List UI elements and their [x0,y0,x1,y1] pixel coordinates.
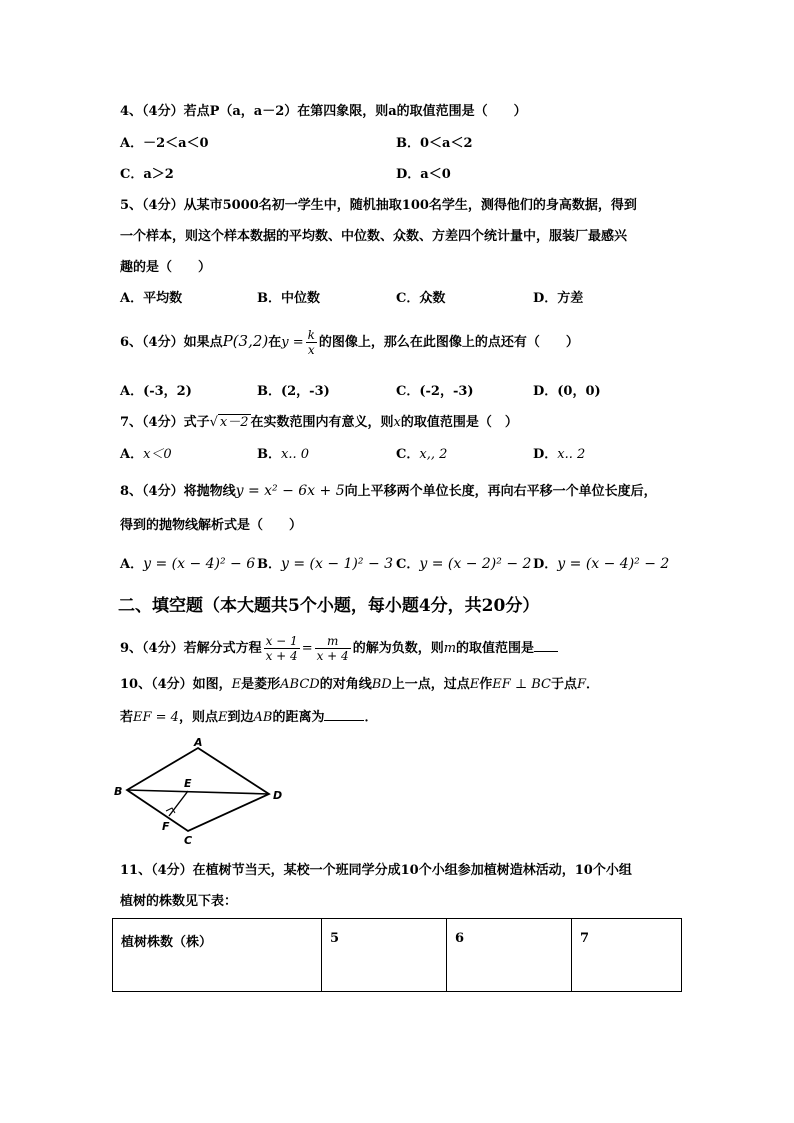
segment-ef [169,791,188,816]
q10-text-5: 于点 [551,677,578,692]
table-cell: 7 [572,919,682,992]
q6-prefix: 6、（4分）如果点 [120,335,223,350]
q10-text-6: ． [586,677,600,692]
q11-line-1: 11、（4分）在植树节当天，某校一个班同学分成10个小组参加植树造林活动，10个小组 [120,863,632,878]
label-d: D [273,789,283,802]
q7-mid: 在实数范围内有意义，则 [250,415,394,430]
q8-option-c-label: C． [396,557,420,572]
q9-var: m [443,641,457,656]
q10-perpendicular: EF ⊥ BC [492,677,551,692]
q8-option-a [120,554,255,575]
q9-numerator-right: m [315,634,351,649]
q10-rhombus-name: ABCD [280,677,320,692]
q8-option-a-label: A． [120,557,144,572]
q9-suffix: 的取值范围是 [456,641,535,656]
q10-point-e: E [231,677,242,692]
q6-point: P(3,2) [222,332,269,350]
q8-stem [120,481,657,502]
q11-line-2: 植树的株数见下表： [120,894,238,909]
q6-option-c: C．(-2，-3) [396,384,474,399]
q10-point-e-3: E [217,710,228,725]
q7-option-d-label: D． [533,447,558,462]
q8-option-d-label: D． [533,557,558,572]
q6-numerator: k [307,328,315,342]
q9-fraction-right [315,634,351,663]
label-b: B [114,785,123,798]
q7-option-b-label: B． [257,447,281,462]
q5-option-c: C．众数 [396,291,446,306]
q7-option-c [396,445,447,465]
q4-option-d: D．a＜0 [396,167,451,182]
q8-suffix: 向上平移两个单位长度，再向右平移一个单位长度后， [344,484,657,499]
q8-option-d-expr: y = (x − 4)² − 2 [557,556,670,572]
q5-line-1: 5、（4分）从某市5000名初一学生中，随机抽取100名学生，测得他们的身高数据，得到 [120,198,637,213]
q8-option-d [533,554,669,575]
label-a: A [194,736,203,749]
q4-option-c: C．a＞2 [120,167,174,182]
q5-line-3: 趣的是（ ） [120,260,212,275]
q9-stem [120,634,558,663]
q10-ef-value: EF = 4 [133,710,179,725]
q10-diagonal-bd: BD [371,677,392,692]
q8-option-a-expr: y = (x − 4)² − 6 [143,556,256,572]
q7-sqrt: √ x－2 [209,415,249,430]
q10-line-2 [120,706,377,728]
q10-prefix: 10、（4分）如图， [120,677,232,692]
q8-option-c-expr: y = (x − 2)² − 2 [419,556,532,572]
q4-option-b: B．0＜a＜2 [396,136,473,151]
q7-stem [120,413,518,433]
q6-option-d: D．(0，0) [533,384,601,399]
q8-option-b [257,554,393,575]
q6-option-a: A．(-3，2) [120,384,192,399]
table-header-cell: 植树株数（株） [113,919,322,992]
q6-mid: 在 [268,335,282,350]
q6-suffix: 的图像上，那么在此图像上的点还有（ ） [318,335,579,350]
q8-option-b-label: B． [257,557,281,572]
table-row [113,919,682,992]
tree-count-table [112,918,682,992]
q5-line-2: 一个样本，则这个样本数据的平均数、中位数、众数、方差四个统计量中，服装厂最感兴 [120,229,628,244]
q9-answer-blank[interactable] [534,637,558,652]
q6-denominator: x [307,343,315,357]
q10-l2-mid2: 到边 [227,710,254,725]
q6-option-b: B．(2，-3) [257,384,330,399]
q8-expr: y = x² − 6x + 5 [235,483,345,499]
q9-mid: 的解为负数，则 [352,641,444,656]
q10-l2-prefix: 若 [120,710,134,725]
q10-side-ab: AB [253,710,273,725]
q8-prefix: 8、（4分）将抛物线 [120,484,236,499]
q9-equals: = [301,641,313,656]
label-c: C [184,834,193,844]
q5-option-d: D．方差 [533,291,584,306]
label-e: E [184,777,192,790]
q9-denominator-left: x + 4 [265,649,298,663]
q7-suffix: 的取值范围是（ ） [400,415,518,430]
q7-option-a [120,445,172,465]
q10-l2-end: ． [364,710,378,725]
section-2-heading: 二、填空题（本大题共5个小题，每小题4分，共20分） [118,596,540,616]
rhombus-figure [110,734,290,844]
q6-y-eq: y = [281,335,304,350]
q10-point-e-2: E [469,677,480,692]
q7-var: x [393,415,401,430]
q10-point-f: F [577,677,587,692]
q8-option-b-expr: y = (x − 1)² − 3 [281,556,394,572]
rhombus-outline [127,748,269,831]
q7-option-b-expr: x.. 0 [281,447,309,462]
q6-stem [120,328,579,357]
q7-option-c-expr: x,, 2 [419,447,448,462]
q10-l2-mid: ，则点 [178,710,218,725]
q10-l2-suffix: 的距离为 [272,710,325,725]
q7-option-b [257,445,309,465]
q7-option-c-label: C． [396,447,420,462]
q5-option-a: A．平均数 [120,291,183,306]
q8-line-2: 得到的抛物线解析式是（ ） [120,518,303,533]
q7-option-d [533,445,585,465]
diagonal-bd [127,790,269,794]
q10-text-2: 的对角线 [319,677,372,692]
q7-option-d-expr: x.. 2 [557,447,586,462]
q7-radicand: x－2 [219,415,249,430]
q10-line-1 [120,675,599,695]
q10-answer-blank[interactable] [324,706,364,721]
q8-option-c [396,554,531,575]
q7-prefix: 7、（4分）式子 [120,415,210,430]
table-cell: 6 [447,919,572,992]
q9-prefix: 9、（4分）若解分式方程 [120,641,262,656]
label-f: F [162,820,170,833]
q6-fraction [306,328,317,357]
q9-denominator-right: x + 4 [316,649,349,663]
q7-option-a-expr: x＜0 [143,447,172,462]
q9-numerator-left: x − 1 [265,634,298,648]
q9-fraction-left [264,634,300,663]
q4-option-a: A．－2＜a＜0 [120,136,209,151]
q10-text-1: 是菱形 [241,677,281,692]
q10-text-3: 上一点，过点 [391,677,470,692]
table-cell: 5 [322,919,447,992]
q4-stem: 4、（4分）若点P（a，a－2）在第四象限，则a的取值范围是（ ） [120,104,527,119]
q7-option-a-label: A． [120,447,144,462]
q10-text-4: 作 [479,677,493,692]
q5-option-b: B．中位数 [257,291,320,306]
